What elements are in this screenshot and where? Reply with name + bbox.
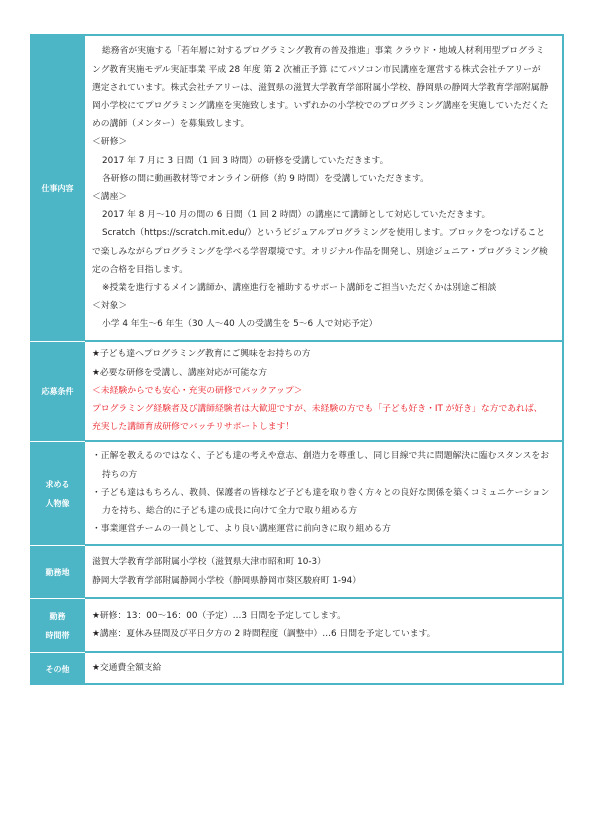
label-job-description: [30, 36, 85, 342]
emphasis-heading: ＜未経験からでも安心・充実の研修でバックアップ＞: [92, 385, 303, 396]
bullet-continuation: 力を持ち、総合的に子ども達の成長に向けて全力で取り組める方: [102, 506, 358, 517]
requirement-item: ★子ども達へプログラミング教育にご興味をお持ちの方: [92, 349, 311, 360]
label-text: 応募条件: [41, 387, 74, 396]
text-line: 選定されています。株式会社チアリーは、滋賀県の滋賀大学教育学部附属小学校、静岡県の静岡大学教育学部附属静: [92, 82, 549, 93]
job-description-content: [85, 36, 564, 342]
label-text: 求める: [45, 479, 70, 489]
emphasis-line: プログラミング経験者及び講師経験者は大歓迎ですが、未経験の方でも「子ども好き・IT が好き」な方であれば、: [92, 404, 543, 415]
row-other: [30, 653, 564, 685]
text-line: ング教育実施モデル実証事業 平成 28 年度 第 2 次補正予算 にてパソコン市民講座を運営する株式会社チアリーが: [92, 64, 541, 75]
work-location-content: [85, 546, 564, 599]
text-line: 小学 4 年生～6 年生（30 人～40 人の受講生を 5～6 人で対応予定）: [102, 319, 378, 330]
label-requirements: [30, 342, 85, 442]
hours-line: ★研修：13：00～16：00（予定）…3 日間を予定してします。: [92, 610, 346, 621]
emphasis-line: 充実した講師育成研修でバッチリサポートします！: [92, 422, 295, 433]
text-line: 岡小学校にてプログラミング講座を実施致します。いずれかの小学校でのプログラミング講座を実施していただくた: [92, 100, 549, 111]
label-text: 勤務: [49, 611, 66, 621]
row-job-description: [30, 36, 564, 342]
bullet-item: ・子ども達はもちろん、教員、保護者の皆様など子ども達を取り巻く方々との良好な関係を築くコミュニケーション: [92, 487, 550, 498]
text-line: 定の合格を目指します。: [92, 264, 189, 275]
row-work-location: [30, 546, 564, 599]
ideal-candidate-content: [85, 442, 564, 546]
row-ideal-candidate: [30, 442, 564, 546]
note-line: ※授業を進行するメイン講師か、講座進行を補助するサポート講師をご担当いただくかは別途ご相談: [102, 283, 497, 294]
text-line: 2017 年 8 月～10 月の間の 6 日間（1 回 2 時間）の講座にて講師として対応していただきます。: [102, 210, 491, 221]
label-text: その他: [45, 664, 70, 674]
label-text: 勤務地: [45, 567, 70, 577]
text-line: めの講師（メンター）を募集致します。: [92, 119, 250, 130]
requirement-item: ★必要な研修を受講し、講座対応が可能な方: [92, 367, 268, 378]
label-text: 人物像: [45, 498, 70, 508]
row-working-hours: [30, 599, 564, 653]
location-line: 静岡大学教育学部附属静岡小学校（静岡県静岡市葵区駿府町 1-94）: [92, 575, 362, 586]
other-content: [85, 653, 564, 685]
other-line: ★交通費全額支給: [92, 662, 162, 673]
requirements-content: [85, 342, 564, 442]
label-other: [30, 653, 85, 685]
row-requirements: [30, 342, 564, 442]
subheading-course: ＜講座＞: [92, 192, 128, 202]
text-line: 各研修の間に動画教材等でオンライン研修（約 9 時間）を受講していただきます。: [102, 173, 429, 184]
location-line: 滋賀大学教育学部附属小学校（滋賀県大津市昭和町 10-3）: [92, 557, 326, 568]
label-text: 仕事内容: [41, 184, 74, 193]
text-line: で楽しみながらプログラミングを学べる学習環境です。オリジナル作品を開発し、別途ジュニア・プログラミング検: [92, 246, 548, 257]
bullet-continuation: 持ちの方: [102, 469, 138, 480]
hours-line: ★講座：夏休み昼間及び平日夕方の 2 時間程度（調整中）…6 日間を予定しています。: [92, 629, 436, 639]
label-working-hours: [30, 599, 85, 653]
text-line: 総務省が実施する「若年層に対するプログラミング教育の普及推進」事業 クラウド・地域人材利用型プログラミ: [102, 46, 545, 57]
text-line: Scratch（https://scratch.mit.edu/）というビジュアルプログラミングを使用します。ブロックをつなげること: [102, 228, 546, 239]
bullet-item: ・事業運営チームの一員として、より良い講座運営に前向きに取り組める方: [92, 524, 391, 535]
subheading-target: ＜対象＞: [92, 301, 128, 312]
text-line: 2017 年 7 月に 3 日間（1 回 3 時間）の研修を受講していただきます。: [102, 155, 389, 166]
subheading-training: ＜研修＞: [92, 137, 128, 148]
working-hours-content: [85, 599, 564, 653]
label-work-location: [30, 546, 85, 599]
label-text: 時間帯: [45, 630, 70, 640]
label-ideal-candidate: [30, 442, 85, 546]
job-posting-table: [30, 34, 564, 685]
bullet-item: ・正解を教えるのではなく、子ども達の考えや意志、創造力を尊重し、同じ目線で共に問題解決に臨むスタンスをお: [92, 451, 550, 462]
